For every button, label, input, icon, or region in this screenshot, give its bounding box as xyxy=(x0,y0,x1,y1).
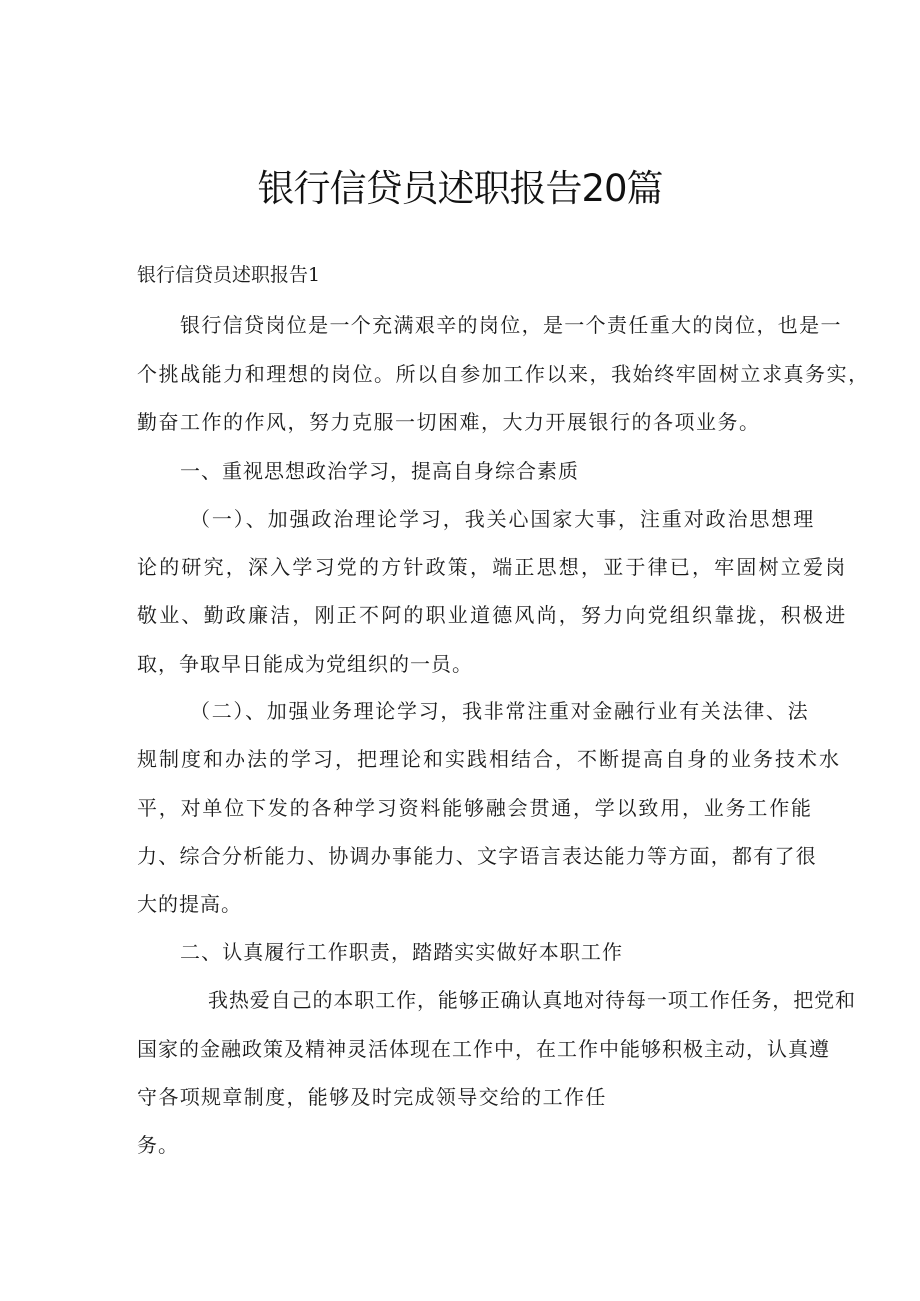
section-heading: 二、认真履行工作职责，踏踏实实做好本职工作 xyxy=(180,940,624,964)
paragraph-line: 力、综合分析能力、协调办事能力、文字语言表达能力等方面，都有了很 xyxy=(137,844,817,868)
paragraph-line: 取，争取早日能成为党组织的一员。 xyxy=(137,652,473,676)
paragraph-line: 大的提高。 xyxy=(137,892,242,916)
paragraph-line: 论的研究，深入学习党的方针政策，端正思想，亚于律已，牢固树立爱岗 xyxy=(137,555,848,579)
paragraph-line: 守各项规章制度，能够及时完成领导交给的工作任 xyxy=(137,1085,607,1109)
paragraph-line: 敬业、勤政廉洁，刚正不阿的职业道德风尚，努力向党组织靠拢，积极进 xyxy=(137,603,848,627)
paragraph-line: 规制度和办法的学习，把理论和实践相结合，不断提高自身的业务技术水 xyxy=(137,747,841,771)
paragraph-line: 银行信贷岗位是一个充满艰辛的岗位，是一个责任重大的岗位，也是一 xyxy=(180,313,842,337)
paragraph-line: （一）、加强政治理论学习，我关心国家大事，注重对政治思想理 xyxy=(190,507,816,531)
paragraph-line: 个挑战能力和理想的岗位。所以自参加工作以来，我始终牢固树立求真务实， xyxy=(137,362,870,386)
paragraph-line: 务。 xyxy=(137,1133,179,1157)
paragraph-line: 平，对单位下发的各种学习资料能够融会贯通，学以致用，业务工作能 xyxy=(137,796,813,820)
paragraph-line: 国家的金融政策及精神灵活体现在工作中，在工作中能够积极主动，认真遵 xyxy=(137,1037,830,1061)
document-title: 银行信贷员述职报告20篇 xyxy=(257,167,663,210)
paragraph-line: 我热爱自己的本职工作，能够正确认真地对待每一项工作任务，把党和 xyxy=(208,988,856,1012)
paragraph-line: 勤奋工作的作风，努力克服一切困难，大力开展银行的各项业务。 xyxy=(137,410,761,434)
paragraph-line: （二）、加强业务理论学习，我非常注重对金融行业有关法律、法 xyxy=(190,699,810,723)
section-subtitle: 银行信贷员述职报告1 xyxy=(137,264,321,286)
section-heading: 一、重视思想政治学习，提高自身综合素质 xyxy=(180,459,579,483)
